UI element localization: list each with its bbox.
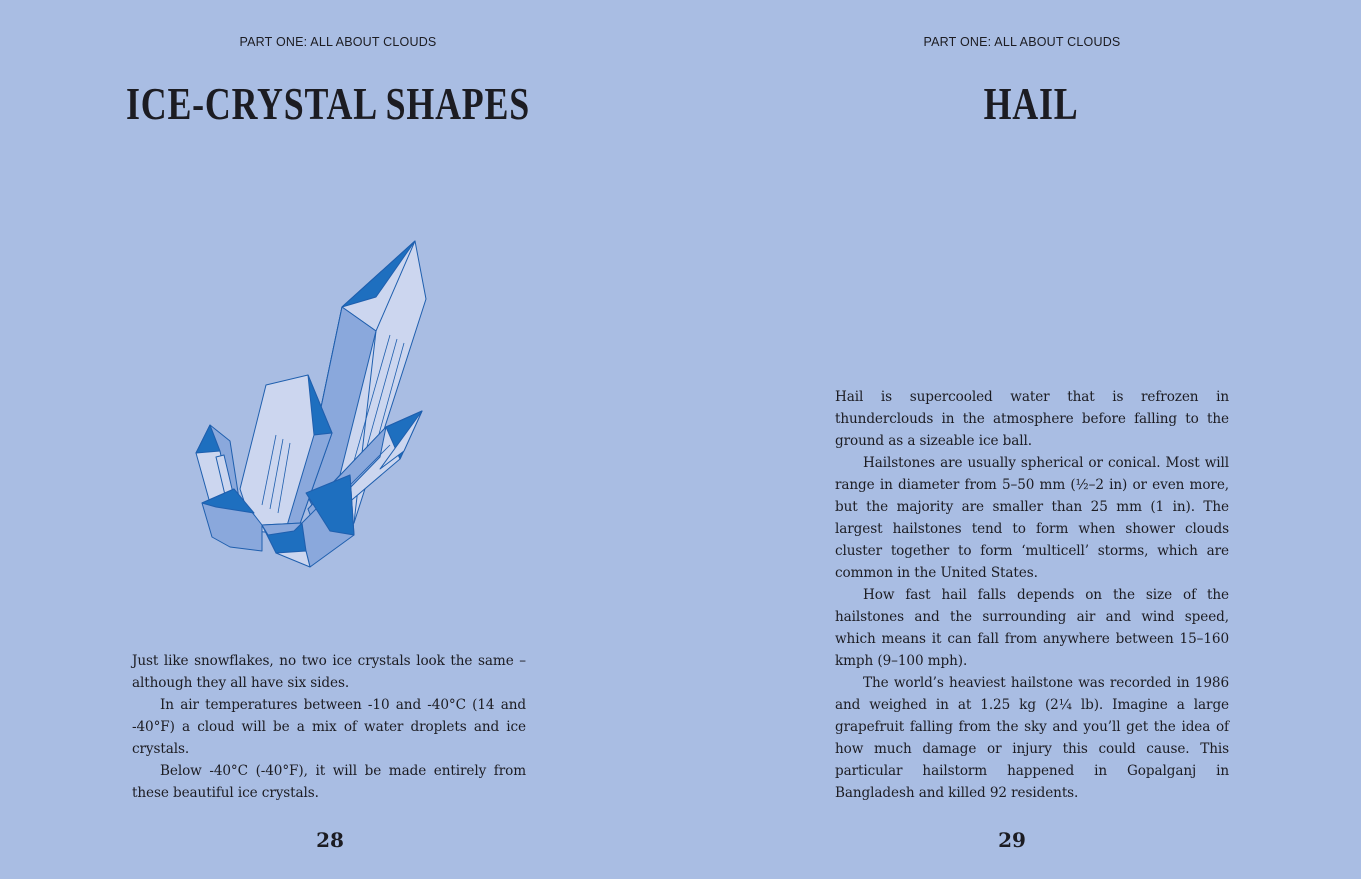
paragraph: In air temperatures between -10 and -40°C (14 and -40°F) a cloud will be a mix of water droplets and ice crystals. — [132, 697, 526, 757]
left-page — [0, 0, 680, 879]
running-head: PART ONE: ALL ABOUT CLOUDS — [923, 35, 1121, 49]
running-head: PART ONE: ALL ABOUT CLOUDS — [239, 35, 437, 49]
page-number: 28 — [316, 828, 344, 852]
paragraph: The world’s heaviest hailstone was recorded in 1986 and weighed in at 1.25 kg (2¼ lb). Imagine a large grapefruit falling from the sky and you’ll get the idea of how much damage or injury this could cause. This particular hailstorm happened in Gopalganj in Bangladesh and killed 92 residents. — [835, 675, 1229, 801]
page-number: 29 — [998, 828, 1026, 852]
page-title: HAIL — [983, 78, 1079, 129]
body-text — [835, 386, 1229, 804]
ice-crystal-cluster-icon — [190, 235, 440, 575]
paragraph: How fast hail falls depends on the size of the hailstones and the surrounding air and wind speed, which means it can fall from anywhere between 15–160 kmph (9–100 mph). — [835, 587, 1229, 669]
paragraph: Hailstones are usually spherical or conical. Most will range in diameter from 5–50 mm (½–2 in) or even more, but the majority are smaller than 25 mm (1 in). The largest hailstones tend to form when shower clouds cluster together to form ‘multicell’ storms, which are common in the United States. — [835, 455, 1229, 581]
page-title: ICE-CRYSTAL SHAPES — [126, 78, 530, 129]
body-text — [132, 650, 526, 804]
paragraph: Below -40°C (-40°F), it will be made entirely from these beautiful ice crystals. — [132, 763, 526, 801]
paragraph: Just like snowflakes, no two ice crystals look the same – although they all have six sides. — [132, 653, 526, 691]
right-page — [681, 0, 1361, 879]
paragraph: Hail is supercooled water that is refrozen in thunderclouds in the atmosphere before falling to the ground as a sizeable ice ball. — [835, 389, 1229, 449]
